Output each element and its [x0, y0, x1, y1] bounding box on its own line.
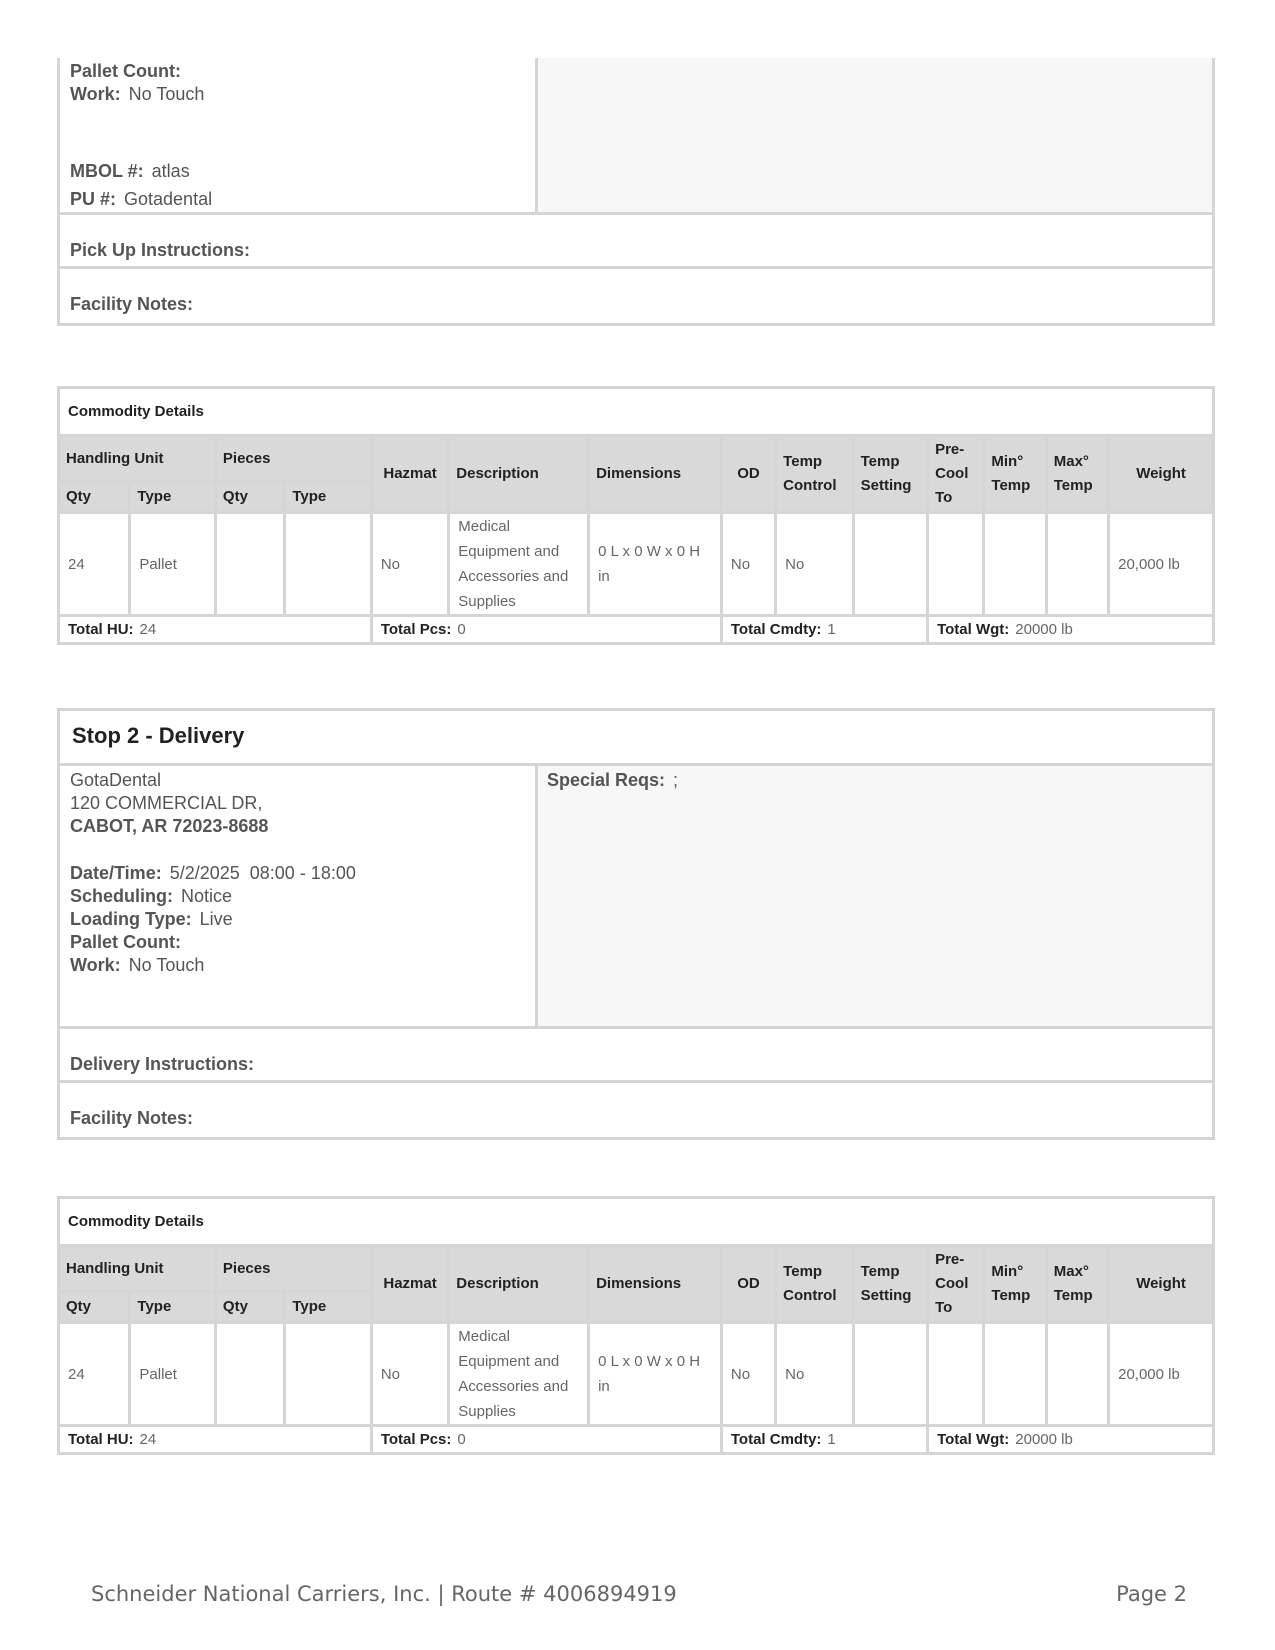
work-label: Work: — [70, 84, 121, 104]
hu-qty-header: Qty — [59, 482, 130, 513]
pu-label: PU #: — [70, 189, 117, 209]
dimensions-cell: 0 L x 0 W x 0 H in — [589, 513, 722, 616]
pcs-type-header: Type — [285, 482, 372, 513]
weight-header: Weight — [1109, 436, 1214, 513]
temp-control-header: Temp Control — [776, 436, 853, 513]
work-value: No Touch — [128, 955, 205, 975]
min-temp-cell — [984, 1323, 1046, 1426]
facility-notes-row — [60, 269, 1212, 323]
temp-setting-header: Temp Setting — [853, 436, 927, 513]
work-label: Work: — [70, 955, 121, 975]
hu-type-header: Type — [130, 482, 216, 513]
description-header: Description — [449, 1246, 589, 1323]
description-cell: Medical Equipment and Accessories and Supplies — [449, 1323, 589, 1426]
temp-setting-cell — [853, 513, 927, 616]
address-line: 120 COMMERCIAL DR, — [70, 793, 263, 813]
footer-carrier-route: Schneider National Carriers, Inc. | Route # 4006894919 — [91, 1582, 677, 1606]
total-cmdty-value: 1 — [827, 621, 836, 638]
total-wgt-label: Total Wgt: — [937, 1431, 1010, 1448]
pcs-qty-header: Qty — [215, 1292, 284, 1323]
hu-qty-header: Qty — [59, 1292, 130, 1323]
min-temp-header: Min° Temp — [984, 1246, 1046, 1323]
precool-cell — [928, 1323, 984, 1426]
work-value: No Touch — [128, 84, 205, 104]
total-wgt-label: Total Wgt: — [937, 621, 1010, 638]
hu-type-header: Type — [130, 1292, 216, 1323]
totals-row — [59, 1426, 1214, 1454]
pallet-count-label: Pallet Count: — [70, 932, 181, 952]
temp-setting-header: Temp Setting — [853, 1246, 927, 1323]
temp-control-cell: No — [776, 513, 853, 616]
stop-1-details — [60, 58, 538, 212]
od-cell: No — [721, 1323, 775, 1426]
special-reqs-label: Special Reqs: — [547, 770, 666, 790]
facility-notes-row — [60, 1083, 1212, 1137]
pcs-qty-cell — [215, 1323, 284, 1426]
loading-type-label: Loading Type: — [70, 909, 192, 929]
handling-unit-header: Handling Unit — [59, 1246, 216, 1292]
max-temp-cell — [1046, 1323, 1108, 1426]
delivery-instructions-label: Delivery Instructions: — [70, 1054, 255, 1074]
total-hu-label: Total HU: — [68, 1431, 134, 1448]
commodity-details-title: Commodity Details — [59, 388, 1214, 436]
total-cmdty-label: Total Cmdty: — [730, 1431, 822, 1448]
mbol-value: atlas — [151, 161, 190, 181]
temp-control-cell: No — [776, 1323, 853, 1426]
commodity-details-title: Commodity Details — [59, 1198, 1214, 1246]
pcs-qty-cell — [215, 513, 284, 616]
dimensions-cell: 0 L x 0 W x 0 H in — [589, 1323, 722, 1426]
total-pcs-value: 0 — [457, 1431, 466, 1448]
od-header: OD — [721, 1246, 775, 1323]
company-name: GotaDental — [70, 770, 162, 790]
scheduling-value: Notice — [181, 886, 233, 906]
total-wgt-value: 20000 lb — [1015, 621, 1073, 638]
datetime-label: Date/Time: — [70, 863, 162, 883]
temp-control-header: Temp Control — [776, 1246, 853, 1323]
commodity-details-table-2 — [57, 1196, 1215, 1455]
min-temp-cell — [984, 513, 1046, 616]
total-hu-label: Total HU: — [68, 621, 134, 638]
stop-2-block — [57, 708, 1215, 1140]
pcs-type-cell — [285, 1323, 372, 1426]
stop-2-title: Stop 2 - Delivery — [60, 711, 1212, 766]
max-temp-cell — [1046, 513, 1108, 616]
total-hu-value: 24 — [139, 1431, 157, 1448]
precool-cell — [928, 513, 984, 616]
total-hu-value: 24 — [139, 621, 157, 638]
facility-notes-label: Facility Notes: — [70, 294, 194, 314]
hazmat-header: Hazmat — [371, 1246, 448, 1323]
temp-setting-cell — [853, 1323, 927, 1426]
pcs-type-cell — [285, 513, 372, 616]
pickup-instructions-row — [60, 215, 1212, 269]
max-temp-header: Max° Temp — [1046, 436, 1108, 513]
pickup-instructions-label: Pick Up Instructions: — [70, 240, 251, 260]
total-wgt-value: 20000 lb — [1015, 1431, 1073, 1448]
pieces-header: Pieces — [215, 436, 371, 482]
weight-header: Weight — [1109, 1246, 1214, 1323]
handling-unit-header: Handling Unit — [59, 436, 216, 482]
footer-page-number: Page 2 — [1116, 1582, 1187, 1606]
special-reqs-value: ; — [673, 770, 679, 790]
city-state-zip: CABOT, AR 72023-8688 — [70, 816, 269, 836]
delivery-instructions-row — [60, 1029, 1212, 1083]
weight-cell: 20,000 lb — [1109, 513, 1214, 616]
hu-qty-cell: 24 — [59, 1323, 130, 1426]
stop-1-special-panel — [538, 58, 1212, 212]
stop-1-block — [57, 58, 1215, 326]
dimensions-header: Dimensions — [589, 436, 722, 513]
hu-type-cell: Pallet — [130, 1323, 216, 1426]
total-pcs-label: Total Pcs: — [380, 1431, 452, 1448]
hazmat-cell: No — [371, 513, 448, 616]
total-pcs-label: Total Pcs: — [380, 621, 452, 638]
dimensions-header: Dimensions — [589, 1246, 722, 1323]
totals-row — [59, 616, 1214, 644]
pcs-qty-header: Qty — [215, 482, 284, 513]
hazmat-cell: No — [371, 1323, 448, 1426]
pieces-header: Pieces — [215, 1246, 371, 1292]
special-reqs-panel — [538, 766, 1212, 1026]
max-temp-header: Max° Temp — [1046, 1246, 1108, 1323]
stop-2-details — [60, 766, 538, 1026]
precool-header: Pre-Cool To — [928, 1246, 984, 1323]
hu-type-cell: Pallet — [130, 513, 216, 616]
pallet-count-label: Pallet Count: — [70, 61, 181, 81]
total-pcs-value: 0 — [457, 621, 466, 638]
description-cell: Medical Equipment and Accessories and Supplies — [449, 513, 589, 616]
total-cmdty-label: Total Cmdty: — [730, 621, 822, 638]
od-cell: No — [721, 513, 775, 616]
mbol-label: MBOL #: — [70, 161, 144, 181]
commodity-details-table-1 — [57, 386, 1215, 645]
weight-cell: 20,000 lb — [1109, 1323, 1214, 1426]
loading-type-value: Live — [199, 909, 233, 929]
datetime-value: 5/2/2025 08:00 - 18:00 — [169, 863, 356, 883]
description-header: Description — [449, 436, 589, 513]
scheduling-label: Scheduling: — [70, 886, 173, 906]
pcs-type-header: Type — [285, 1292, 372, 1323]
od-header: OD — [721, 436, 775, 513]
hu-qty-cell: 24 — [59, 513, 130, 616]
min-temp-header: Min° Temp — [984, 436, 1046, 513]
pu-value: Gotadental — [124, 189, 213, 209]
hazmat-header: Hazmat — [371, 436, 448, 513]
table-row — [59, 1323, 1214, 1426]
facility-notes-label: Facility Notes: — [70, 1108, 194, 1128]
table-row — [59, 513, 1214, 616]
total-cmdty-value: 1 — [827, 1431, 836, 1448]
precool-header: Pre-Cool To — [928, 436, 984, 513]
